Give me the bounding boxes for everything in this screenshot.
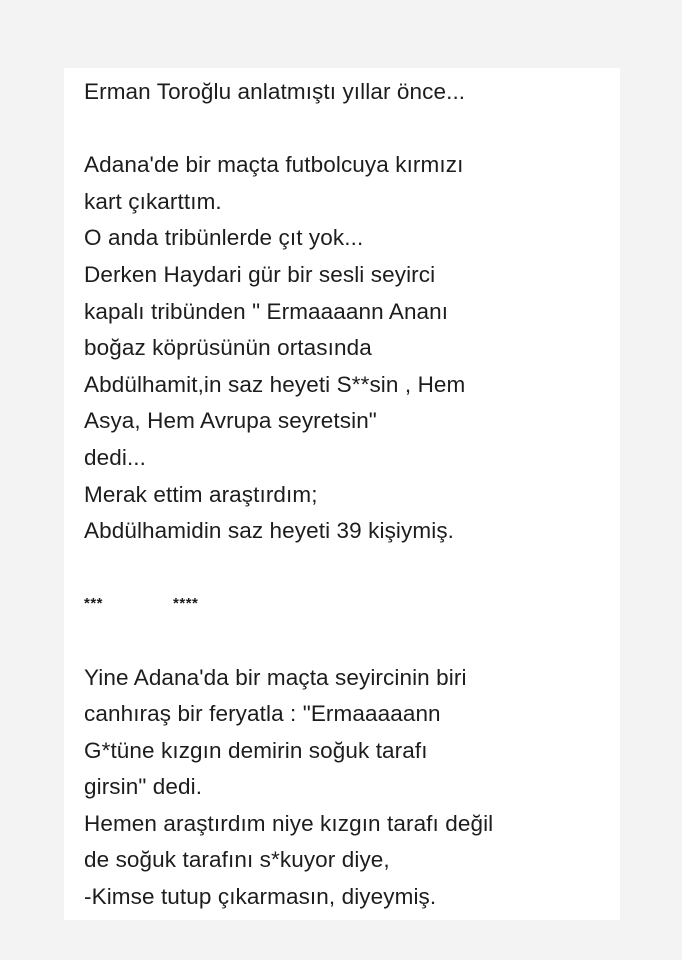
story1-line: Abdülhamidin saz heyeti 39 kişiymiş. [84, 518, 455, 544]
post-title: Erman Toroğlu anlatmıştı yıllar önce... [84, 79, 466, 104]
story1-line: Abdülhamit,in saz heyeti S**sin , Hem [84, 371, 466, 397]
story2-line: Yine Adana'da bir maçta seyircinin biri [84, 664, 467, 690]
story2-line: -Kimse tutup çıkarmasın, diyeymiş. [84, 884, 437, 910]
story2-line: Hemen araştırdım niye kızgın tarafı değil [84, 810, 494, 836]
story2-line: de soğuk tarafını s*kuyor diye, [84, 847, 390, 873]
story1-line: dedi... [84, 444, 146, 470]
blank-line [84, 550, 624, 587]
story1-line: Derken Haydari gür bir sesli seyirci [84, 261, 436, 287]
blank-line [84, 111, 624, 148]
story1-line: O anda tribünlerde çıt yok... [84, 225, 364, 251]
story2-line: canhıraş bir feryatla : "Ermaaaaann [84, 701, 441, 727]
separator [84, 586, 624, 623]
story1-line: kart çıkarttım. [84, 188, 222, 214]
story2-line: G*tüne kızgın demirin soğuk tarafı [84, 737, 428, 763]
separator-stars-right: **** [173, 595, 199, 613]
story1-line: Asya, Hem Avrupa seyretsin" [84, 408, 377, 434]
story1-line: boğaz köprüsünün ortasında [84, 335, 372, 361]
story1-line: Adana'de bir maçta futbolcuya kırmızı [84, 152, 464, 178]
post-text [84, 74, 624, 916]
blank-line [84, 623, 624, 660]
story2-line: girsin" dedi. [84, 774, 203, 800]
separator-stars-left: *** [84, 595, 104, 613]
story1-line: kapalı tribünden " Ermaaaann Ananı [84, 298, 449, 324]
story1-line: Merak ettim araştırdım; [84, 481, 318, 507]
